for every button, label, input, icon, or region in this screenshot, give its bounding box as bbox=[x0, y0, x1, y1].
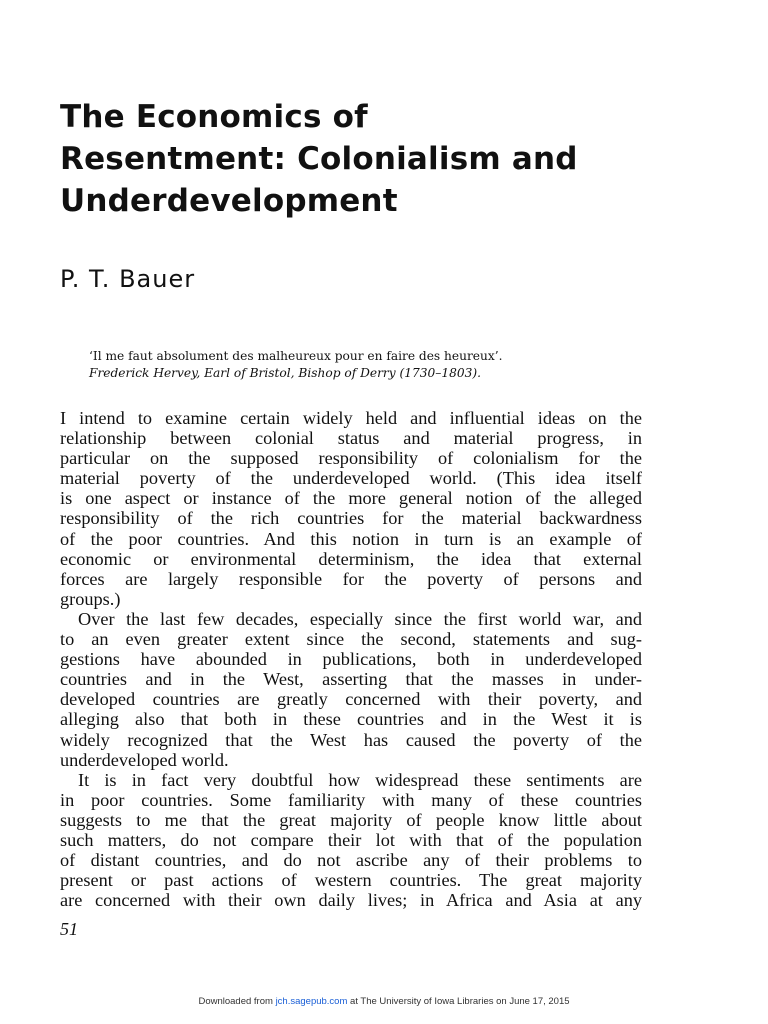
title-line: The Economics of bbox=[60, 99, 368, 135]
body-line: is one aspect or instance of the more general notion of the alleged bbox=[60, 488, 642, 509]
body-line: underdeveloped world. bbox=[60, 749, 229, 770]
body-line: particular on the supposed responsibility of colonialism for the bbox=[60, 448, 642, 469]
body-line: I intend to examine certain widely held and influential ideas on the bbox=[60, 408, 642, 428]
epigraph-quote: ‘Il me faut absolument des malheureux pour en faire des heureux’. bbox=[89, 349, 503, 363]
body-line: groups.) bbox=[60, 588, 121, 609]
body-line: forces are largely responsible for the poverty of persons and bbox=[60, 568, 642, 589]
title-line: Resentment: Colonialism and bbox=[60, 141, 578, 177]
body-line: of the poor countries. And this notion in turn is an example of bbox=[60, 528, 642, 549]
epigraph bbox=[89, 348, 649, 382]
body-line: are concerned with their own daily lives; in Africa and Asia at any bbox=[60, 890, 642, 911]
body-line: material poverty of the underdeveloped world. (This idea itself bbox=[60, 468, 642, 489]
body-line: widely recognized that the West has caused the poverty of the bbox=[60, 729, 642, 750]
page-number: 51 bbox=[60, 919, 78, 939]
title-line: Underdevelopment bbox=[60, 183, 398, 219]
author-name: P. T. Bauer bbox=[60, 265, 196, 293]
body-line: countries and in the West, asserting that the masses in under- bbox=[60, 669, 642, 690]
body-line: to an even greater extent since the second, statements and sug- bbox=[60, 629, 642, 650]
body-line: responsibility of the rich countries for the material backwardness bbox=[60, 508, 642, 529]
body-line: alleging also that both in these countries and in the West it is bbox=[60, 709, 642, 730]
body-line: economic or environmental determinism, the idea that external bbox=[60, 548, 642, 569]
body-line: gestions have abounded in publications, both in underdeveloped bbox=[60, 649, 642, 670]
footer-source-link[interactable]: jch.sagepub.com bbox=[275, 996, 348, 1007]
body-line: relationship between colonial status and material progress, in bbox=[60, 428, 642, 449]
body-line: Over the last few decades, especially since the first world war, and bbox=[78, 608, 642, 629]
body-line: suggests to me that the great majority of people know little about bbox=[60, 809, 642, 830]
epigraph-attribution: Frederick Hervey, Earl of Bristol, Bishop of Derry (1730–1803). bbox=[89, 366, 481, 380]
body-line: such matters, do not compare their lot with that of the population bbox=[60, 829, 642, 850]
body-line: It is in fact very doubtful how widespread these sentiments are bbox=[78, 769, 642, 790]
footer-suffix: at The University of Iowa Libraries on June 17, 2015 bbox=[347, 996, 570, 1007]
body-line: of distant countries, and do not ascribe any of their problems to bbox=[60, 850, 642, 871]
body-line: in poor countries. Some familiarity with many of these countries bbox=[60, 789, 642, 810]
body-line: present or past actions of western countries. The great majority bbox=[60, 870, 642, 891]
body-text bbox=[60, 408, 642, 910]
article-title bbox=[60, 96, 700, 222]
body-line: developed countries are greatly concerned with their poverty, and bbox=[60, 689, 642, 710]
download-footer bbox=[0, 996, 768, 1008]
footer-prefix: Downloaded from bbox=[198, 996, 276, 1007]
